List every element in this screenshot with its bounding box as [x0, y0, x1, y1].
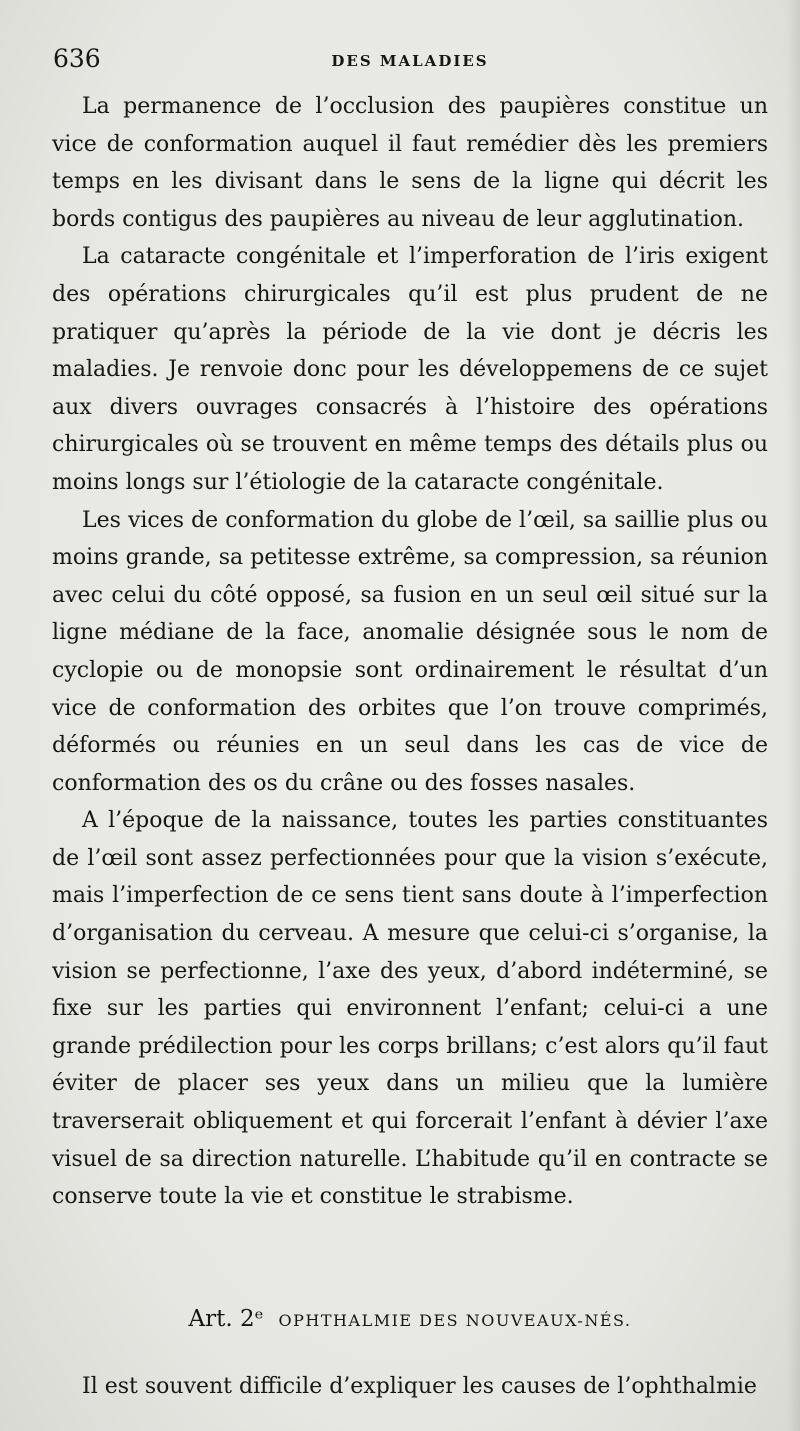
- paragraph-epoque-naissance: A l’époque de la naissance, toutes les parties constituantes de l’œil sont assez perfectionnées pour que la vision s’exécute, mais l’imperfection de ce sens tient sans doute à l’imperfection d’organisation du cerveau. A mesure que celui-ci s’organise, la vision se perfectionne, l’axe des yeux, d’abord indéterminé, se fixe sur les parties qui environnent l’enfant; celui-ci a une grande prédilection pour les corps brillans; c’est alors qu’il faut éviter de placer ses yeux dans un milieu que la lumière traverserait obliquement et qui forcerait l’enfant à dévier l’axe visuel de sa direction naturelle. L’habitude qu’il en contracte se conserve toute la vie et constitue le strabisme.: [52, 808, 768, 1210]
- article-title: OPHTHALMIE DES NOUVEAUX-NÉS.: [278, 1311, 632, 1330]
- paragraph-vices-conformation-globe: Les vices de conformation du globe de l’œil, sa saillie plus ou moins grande, sa petitesse extrême, sa compression, sa réunion avec celui du côté opposé, sa fusion en un seul œil situé sur la ligne médiane de la face, anomalie désignée sous le nom de cyclopie ou de monopsie sont ordinairement le résultat d’un vice de conformation des orbites que l’on trouve comprimés, déformés ou réunies en un seul dans les cas de vice de conformation des os du crâne ou des fosses nasales.: [52, 507, 768, 796]
- section-heading: [52, 1304, 768, 1336]
- paragraph-occlusion-paupieres: La permanence de l’occlusion des paupières constitue un vice de conformation auquel il faut remédier dès les premiers temps en les divisant dans le sens de la ligne qui décrit les bords contigus des paupières au niveau de leur agglutination.: [52, 94, 768, 232]
- paragraph-ophthalmie-causes: Il est souvent difficile d’expliquer les causes de l’ophthalmie: [82, 1374, 757, 1399]
- article-number: Art. 2ᵉ: [188, 1306, 264, 1332]
- running-title: DES MALADIES: [331, 52, 489, 70]
- paragraph-cataracte-congenitale: La cataracte congénitale et l’imperforation de l’iris exigent des opérations chirurgicales qu’il est plus prudent de ne pratiquer qu’après la période de la vie dont je décris les maladies. Je renvoie donc pour les développemens de ce sujet aux divers ouvrages consacrés à l’histoire des opérations chirurgicales où se trouvent en même temps des détails plus ou moins longs sur l’étiologie de la cataracte congénitale.: [52, 244, 768, 495]
- body-text: [52, 88, 768, 1216]
- page-number: 636: [53, 44, 101, 73]
- running-head: [53, 44, 767, 84]
